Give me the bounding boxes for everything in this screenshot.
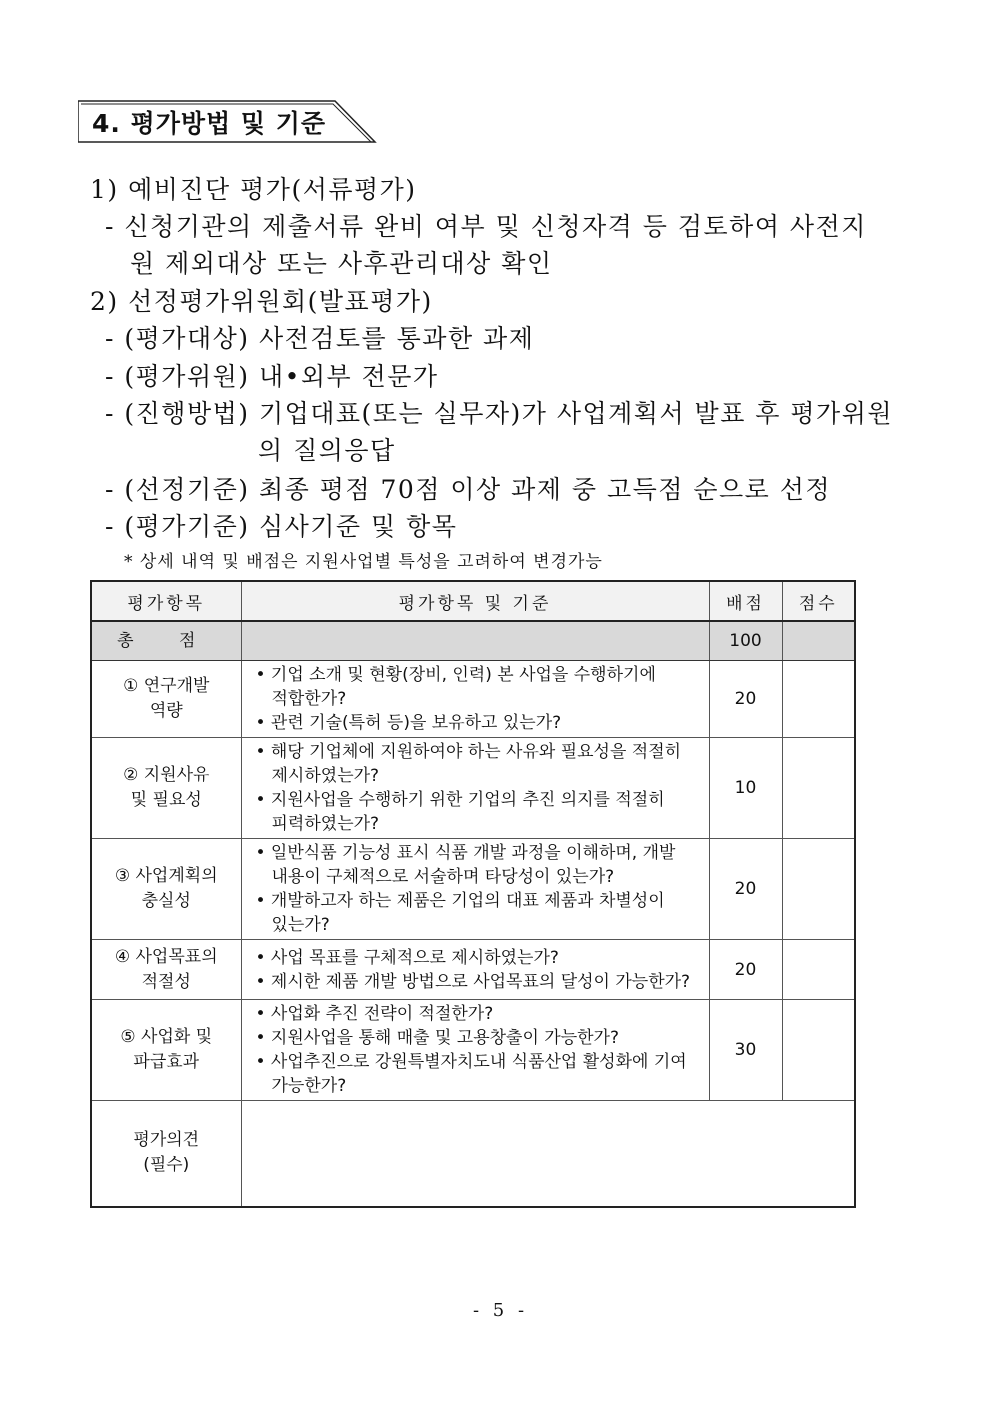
criteria-bullet: • 지원사업을 수행하기 위한 기업의 추진 의지를 적절히 피력하였는가? — [255, 790, 665, 834]
item-name-cont: 적절성 — [141, 971, 191, 992]
item-name-cont: 역량 — [149, 701, 183, 721]
criteria-cell — [241, 738, 709, 839]
opinion-label-cell — [91, 1101, 241, 1207]
body-line-6: - (평가위원) 내•외부 전문가 — [105, 362, 439, 391]
header-criteria: 평가항목 및 기준 — [241, 581, 709, 621]
criteria-bullet: • 개발하고자 하는 제품은 기업의 대표 제품과 차별성이 있는가? — [255, 891, 665, 935]
note-text: * 상세 내역 및 배점은 지원사업별 특성을 고려하여 변경가능 — [124, 552, 603, 572]
header-score: 점수 — [782, 581, 855, 621]
total-label: 총 점 — [91, 621, 241, 661]
criteria-bullet: • 사업화 추진 전략이 적절한가? — [255, 1004, 494, 1024]
criteria-bullet: • 해당 기업체에 지원하여야 하는 사유와 필요성을 적절히 제시하였는가? — [255, 742, 682, 786]
header-points: 배점 — [709, 581, 782, 621]
points-cell: 10 — [709, 738, 782, 839]
item-cell — [91, 738, 241, 839]
criteria-bullet: • 사업추진으로 강원특별자치도내 식품산업 활성화에 기여 가능한가? — [255, 1052, 687, 1096]
item-name: ③ 사업계획의 — [114, 866, 218, 886]
score-input-cell[interactable] — [782, 738, 855, 839]
item-name-cont: 파급효과 — [133, 1052, 200, 1072]
body-line-3: 원 제외대상 또는 사후관리대상 확인 — [130, 249, 553, 278]
item-name: ① 연구개발 — [123, 676, 210, 696]
body-line-2: - 신청기관의 제출서류 완비 여부 및 신청자격 등 검토하여 사전지 — [105, 212, 867, 241]
total-row — [91, 621, 855, 661]
item-cell — [91, 1000, 241, 1101]
criteria-bullet: • 사업 목표를 구체적으로 제시하였는가? — [255, 947, 559, 968]
body-line-5: - (평가대상) 사전검토를 통과한 과제 — [105, 324, 535, 353]
score-input-cell[interactable] — [782, 940, 855, 1000]
table-row — [91, 839, 855, 940]
body-line-4: 2) 선정평가위원회(발표평가) — [90, 287, 433, 316]
item-cell — [91, 839, 241, 940]
header-item: 평가항목 — [91, 581, 241, 621]
total-points: 100 — [709, 621, 782, 661]
table-row — [91, 738, 855, 839]
criteria-bullet: • 일반식품 기능성 표시 식품 개발 과정을 이해하며, 개발 내용이 구체적으로 서술하며 타당성이 있는가? — [255, 843, 676, 887]
opinion-row — [91, 1101, 855, 1207]
table-row — [91, 940, 855, 1000]
points-cell: 20 — [709, 661, 782, 738]
score-input-cell[interactable] — [782, 1000, 855, 1101]
page-number: - 5 - — [472, 1300, 529, 1321]
table-row — [91, 1000, 855, 1101]
body-line-9: - (선정기준) 최종 평점 70점 이상 과제 중 고득점 순으로 선정 — [105, 475, 832, 504]
table-header-row — [91, 581, 855, 621]
total-score-cell — [782, 621, 855, 661]
criteria-cell — [241, 1000, 709, 1101]
section-heading: 4. 평가방법 및 기준 — [92, 109, 327, 138]
body-line-1: 1) 예비진단 평가(서류평가) — [90, 175, 417, 204]
opinion-required: (필수) — [143, 1155, 190, 1176]
criteria-bullet: • 제시한 제품 개발 방법으로 사업목표의 달성이 가능한가? — [255, 971, 691, 992]
score-input-cell[interactable] — [782, 661, 855, 738]
item-cell — [91, 661, 241, 738]
criteria-bullet: • 지원사업을 통해 매출 및 고용창출이 가능한가? — [255, 1028, 619, 1048]
item-name-cont: 충실성 — [141, 891, 191, 911]
criteria-cell — [241, 940, 709, 1000]
item-cell — [91, 940, 241, 1000]
item-name: ⑤ 사업화 및 — [120, 1027, 213, 1047]
opinion-label: 평가의견 — [133, 1130, 200, 1151]
total-criteria-cell — [241, 621, 709, 661]
item-name: ④ 사업목표의 — [114, 946, 218, 967]
criteria-bullet: • 관련 기술(특허 등)을 보유하고 있는가? — [255, 713, 562, 733]
body-line-7: - (진행방법) 기업대표(또는 실무자)가 사업계획서 발표 후 평가위원 — [105, 399, 893, 428]
criteria-bullet: • 기업 소개 및 현황(장비, 인력) 본 사업을 수행하기에 적합한가? — [255, 665, 656, 709]
score-input-cell[interactable] — [782, 839, 855, 940]
table-row — [91, 661, 855, 738]
body-line-10: - (평가기준) 심사기준 및 항목 — [105, 512, 458, 541]
section-heading-box — [78, 100, 378, 144]
item-name: ② 지원사유 — [123, 765, 210, 785]
body-line-8: 의 질의응답 — [258, 436, 396, 465]
criteria-cell — [241, 661, 709, 738]
opinion-input-cell[interactable] — [241, 1101, 855, 1207]
points-cell: 20 — [709, 839, 782, 940]
item-name-cont: 및 필요성 — [130, 790, 202, 810]
criteria-cell — [241, 839, 709, 940]
points-cell: 30 — [709, 1000, 782, 1101]
points-cell: 20 — [709, 940, 782, 1000]
evaluation-criteria-table — [90, 580, 856, 1208]
